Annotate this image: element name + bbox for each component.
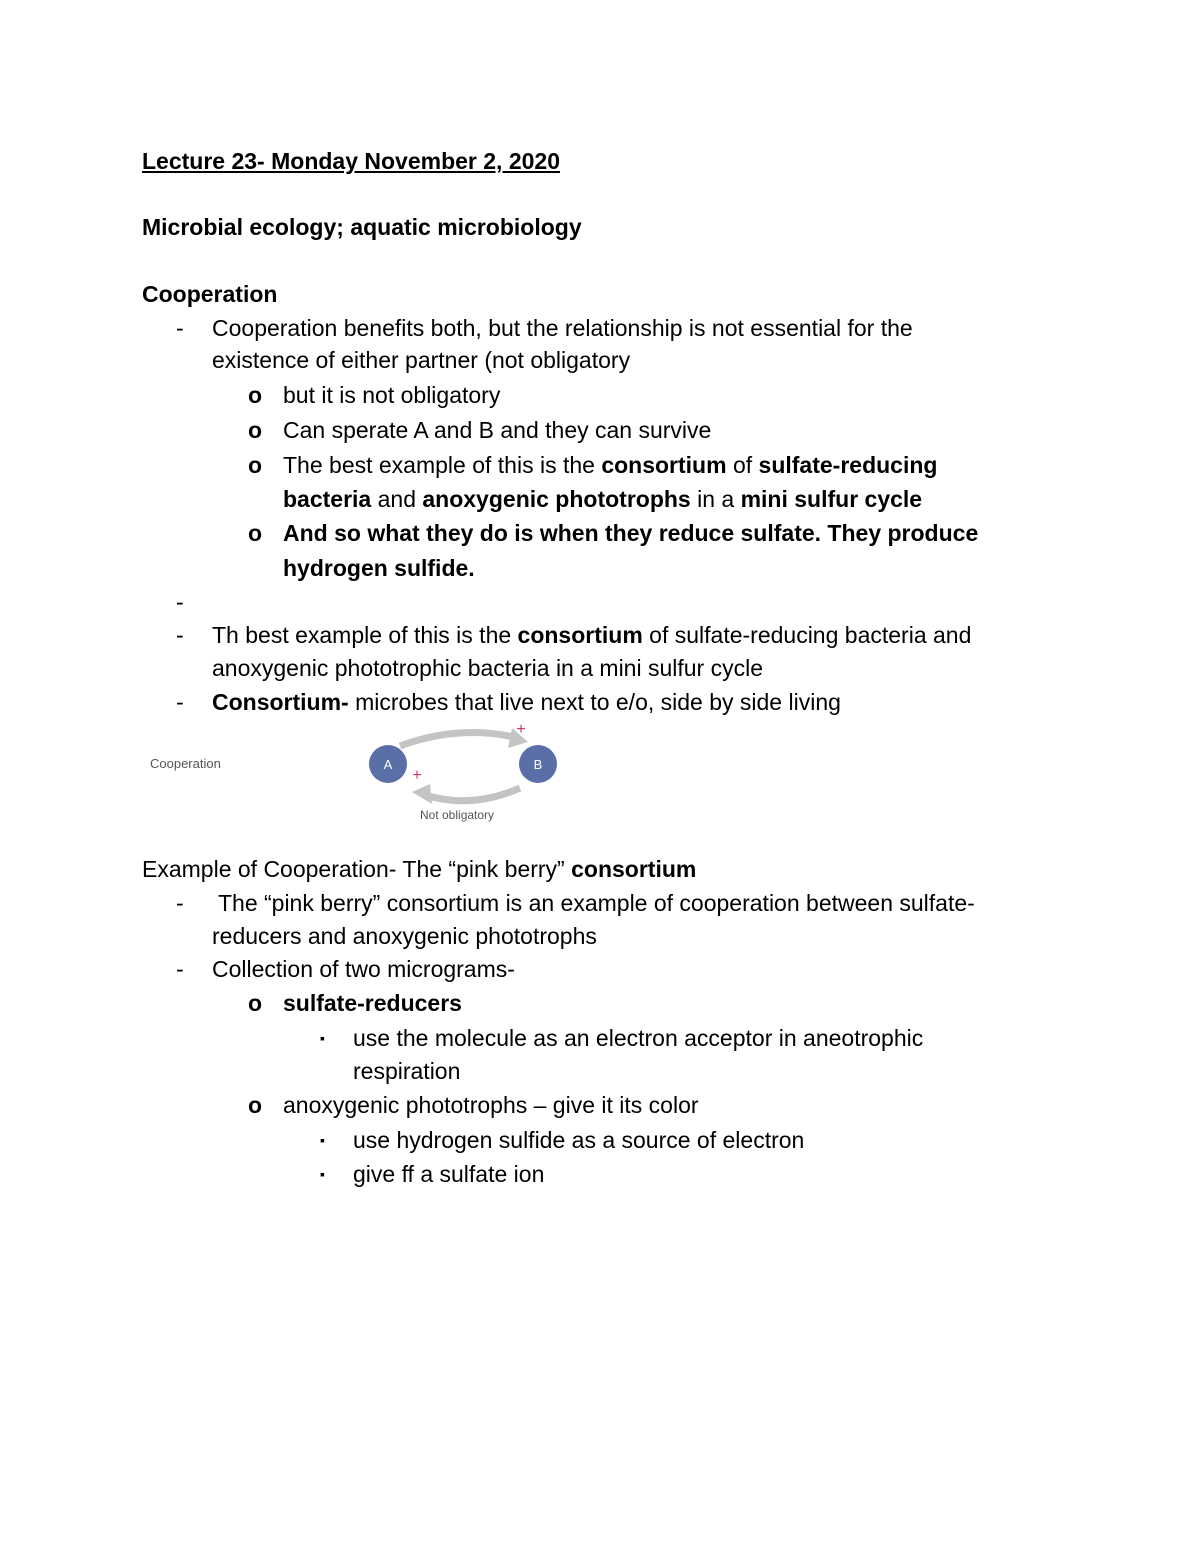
bullet-text: Collection of two micrograms- xyxy=(212,956,515,982)
section-heading-cooperation: Cooperation xyxy=(142,281,278,307)
sub-bullet-text: sulfate-reducers xyxy=(283,990,462,1016)
subsub-bullet-text: respiration xyxy=(353,1058,461,1084)
bullet-text: anoxygenic phototrophic bacteria in a mini sulfur cycle xyxy=(212,655,764,681)
dash-bullet: - xyxy=(176,315,184,341)
plus-sign: + xyxy=(412,767,422,784)
dash-bullet: - xyxy=(176,622,184,648)
bullet-text: Consortium- microbes that live next to e/o, side by side living xyxy=(212,689,841,715)
node-a-label: A xyxy=(383,757,393,772)
circle-bullet: o xyxy=(248,417,263,443)
bullet-text: existence of either partner (not obligatory xyxy=(212,347,631,373)
sub-bullet-text: but it is not obligatory xyxy=(283,382,501,408)
sub-bullet-text: bacteria and anoxygenic phototrophs in a mini sulfur cycle xyxy=(283,486,923,512)
subsub-bullet-text: use the molecule as an electron acceptor in aneotrophic xyxy=(353,1025,924,1051)
circle-bullet: o xyxy=(248,1092,263,1118)
square-bullet: ▪ xyxy=(320,1030,325,1046)
bullet-text: Th best example of this is the consortium of sulfate-reducing bacteria and xyxy=(212,622,972,648)
bullet-text: reducers and anoxygenic phototrophs xyxy=(212,923,597,949)
sub-bullet-text: hydrogen sulfide. xyxy=(283,555,475,581)
plus-sign: + xyxy=(516,721,526,738)
arrow-b-to-a-head xyxy=(412,784,432,804)
circle-bullet: o xyxy=(248,520,263,546)
dash-bullet: - xyxy=(176,689,184,715)
circle-bullet: o xyxy=(248,382,263,408)
dash-bullet: - xyxy=(176,589,184,615)
arrow-a-to-b xyxy=(400,733,518,746)
sub-bullet-text: The best example of this is the consortium of sulfate-reducing xyxy=(283,452,938,478)
square-bullet: ▪ xyxy=(320,1166,325,1182)
sub-bullet-text: anoxygenic phototrophs – give it its color xyxy=(283,1092,699,1118)
diagram-label: Cooperation xyxy=(150,756,221,771)
dash-bullet: - xyxy=(176,956,184,982)
sub-bullet-text: And so what they do is when they reduce sulfate. They produce xyxy=(283,520,979,546)
sub-bullet-text: Can sperate A and B and they can survive xyxy=(283,417,712,443)
cooperation-diagram xyxy=(140,718,580,828)
circle-bullet: o xyxy=(248,990,263,1016)
circle-bullet: o xyxy=(248,452,263,478)
arrow-b-to-a xyxy=(422,788,520,801)
page-subtitle: Microbial ecology; aquatic microbiology xyxy=(142,214,582,240)
square-bullet: ▪ xyxy=(320,1132,325,1148)
bullet-text: Cooperation benefits both, but the relationship is not essential for the xyxy=(212,315,913,341)
section-heading-example: Example of Cooperation- The “pink berry” consortium xyxy=(142,856,697,882)
dash-bullet: - xyxy=(176,890,184,916)
diagram-caption: Not obligatory xyxy=(420,808,495,822)
page-title: Lecture 23- Monday November 2, 2020 xyxy=(142,148,560,174)
subsub-bullet-text: give ff a sulfate ion xyxy=(353,1161,545,1187)
bullet-text: The “pink berry” consortium is an example of cooperation between sulfate- xyxy=(212,890,975,916)
node-b-label: B xyxy=(533,757,543,772)
subsub-bullet-text: use hydrogen sulfide as a source of electron xyxy=(353,1127,805,1153)
